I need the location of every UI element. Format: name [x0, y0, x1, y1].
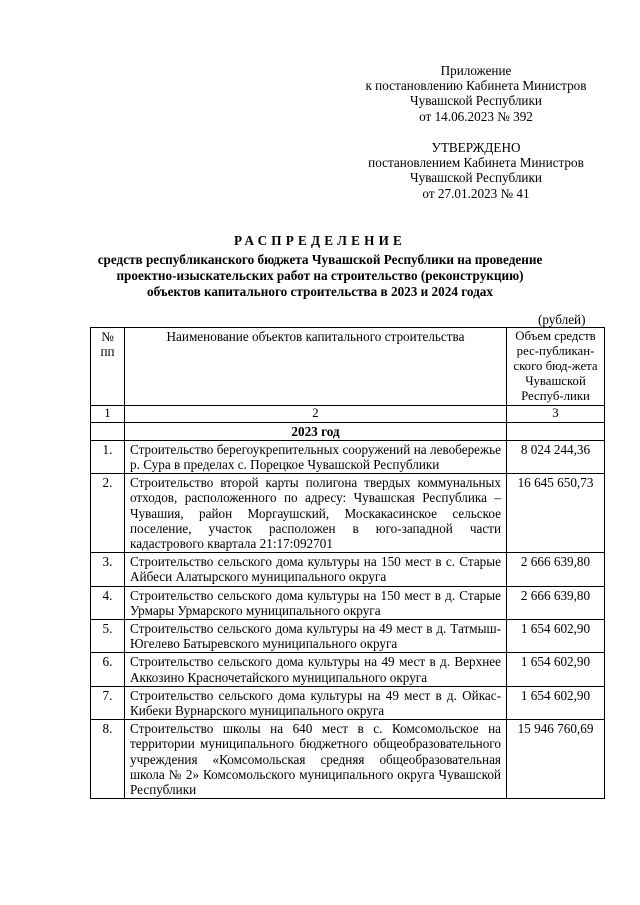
amount: 1 654 602,90 — [507, 653, 605, 686]
approval-block — [352, 140, 600, 201]
table-row — [91, 553, 605, 586]
section-row — [91, 422, 605, 440]
amount: 15 946 760,69 — [507, 720, 605, 799]
row-number: 7. — [91, 686, 125, 719]
section-spacer — [91, 422, 125, 440]
appendix-resolution: к постановлению Кабинета Министров — [365, 78, 587, 94]
amount: 2 666 639,80 — [507, 586, 605, 619]
object-name: Строительство берегоукрепительных сооружений на левобережье р. Сура в пределах с. Порецкое Чувашской Республики — [125, 440, 507, 473]
appendix-block — [352, 63, 600, 124]
approved-republic: Чувашской Республики — [410, 170, 542, 186]
approved-resolution: постановлением Кабинета Министров — [368, 155, 584, 171]
row-number: 8. — [91, 720, 125, 799]
row-number: 1. — [91, 440, 125, 473]
table-row — [91, 653, 605, 686]
amount: 1 654 602,90 — [507, 686, 605, 719]
amount: 16 645 650,73 — [507, 474, 605, 553]
object-name: Строительство второй карты полигона твердых коммунальных отходов, расположенного по адресу: Чувашская Республика – Чувашия, район Моргаушский, Москакасинское сельское поселение, участок расположен в юго-западной части кадастрового квартала 21:17:092701 — [125, 474, 507, 553]
column-number-3: 3 — [507, 406, 605, 423]
column-number-1: 1 — [91, 406, 125, 423]
object-name: Строительство сельского дома культуры на 150 мест в с. Старые Айбеси Алатырского муниципального округа — [125, 553, 507, 586]
title-line-2: проектно-изыскательских работ на строительство (реконструкцию) — [116, 268, 524, 284]
object-name: Строительство сельского дома культуры на 49 мест в д. Татмыш-Югелево Батыревского муниципального округа — [125, 620, 507, 653]
distribution-table — [90, 327, 605, 799]
column-number-2: 2 — [125, 406, 507, 423]
row-number: 3. — [91, 553, 125, 586]
approved-date: от 27.01.2023 № 41 — [422, 185, 530, 201]
title-line-3: объектов капитального строительства в 2023 и 2024 годах — [147, 284, 493, 300]
column-numbering-row — [91, 406, 605, 423]
table-row — [91, 586, 605, 619]
row-number: 4. — [91, 586, 125, 619]
header-number: № пп — [91, 328, 125, 406]
object-name: Строительство сельского дома культуры на 49 мест в д. Верхнее Аккозино Красночетайского муниципального округа — [125, 653, 507, 686]
object-name: Строительство школы на 640 мест в с. Комсомольское на территории муниципального бюджетного общеобразовательного учреждения «Комсомольская средняя общеобразовательная школа № 2» Комсомольского муниципального округа Чувашской Республики — [125, 720, 507, 799]
approved-label: УТВЕРЖДЕНО — [431, 140, 521, 155]
title-line-1: средств республиканского бюджета Чувашской Республики на проведение — [97, 252, 543, 268]
section-spacer — [507, 422, 605, 440]
table-row — [91, 474, 605, 553]
row-number: 2. — [91, 474, 125, 553]
header-row — [91, 328, 605, 406]
amount: 1 654 602,90 — [507, 620, 605, 653]
row-number: 6. — [91, 653, 125, 686]
header-object-name: Наименование объектов капитального строительства — [125, 328, 507, 406]
title-heading: РАСПРЕДЕЛЕНИЕ — [233, 233, 407, 248]
appendix-republic: Чувашской Республики — [410, 93, 542, 109]
amount: 8 024 244,36 — [507, 440, 605, 473]
units-label: (рублей) — [538, 312, 586, 327]
table-row — [91, 440, 605, 473]
row-number: 5. — [91, 620, 125, 653]
table-row — [91, 620, 605, 653]
appendix-label: Приложение — [440, 63, 512, 78]
section-year: 2023 год — [125, 422, 507, 440]
amount: 2 666 639,80 — [507, 553, 605, 586]
object-name: Строительство сельского дома культуры на 150 мест в д. Старые Урмары Урмарского муниципального округа — [125, 586, 507, 619]
table-row — [91, 686, 605, 719]
document-title — [97, 233, 543, 300]
header-amount: Объем средств рес-публикан-ского бюд-жета Чувашской Респуб-лики — [507, 328, 605, 406]
table-row — [91, 720, 605, 799]
appendix-date: от 14.06.2023 № 392 — [419, 108, 533, 124]
object-name: Строительство сельского дома культуры на 49 мест в д. Ойкас-Кибеки Вурнарского муниципального округа — [125, 686, 507, 719]
